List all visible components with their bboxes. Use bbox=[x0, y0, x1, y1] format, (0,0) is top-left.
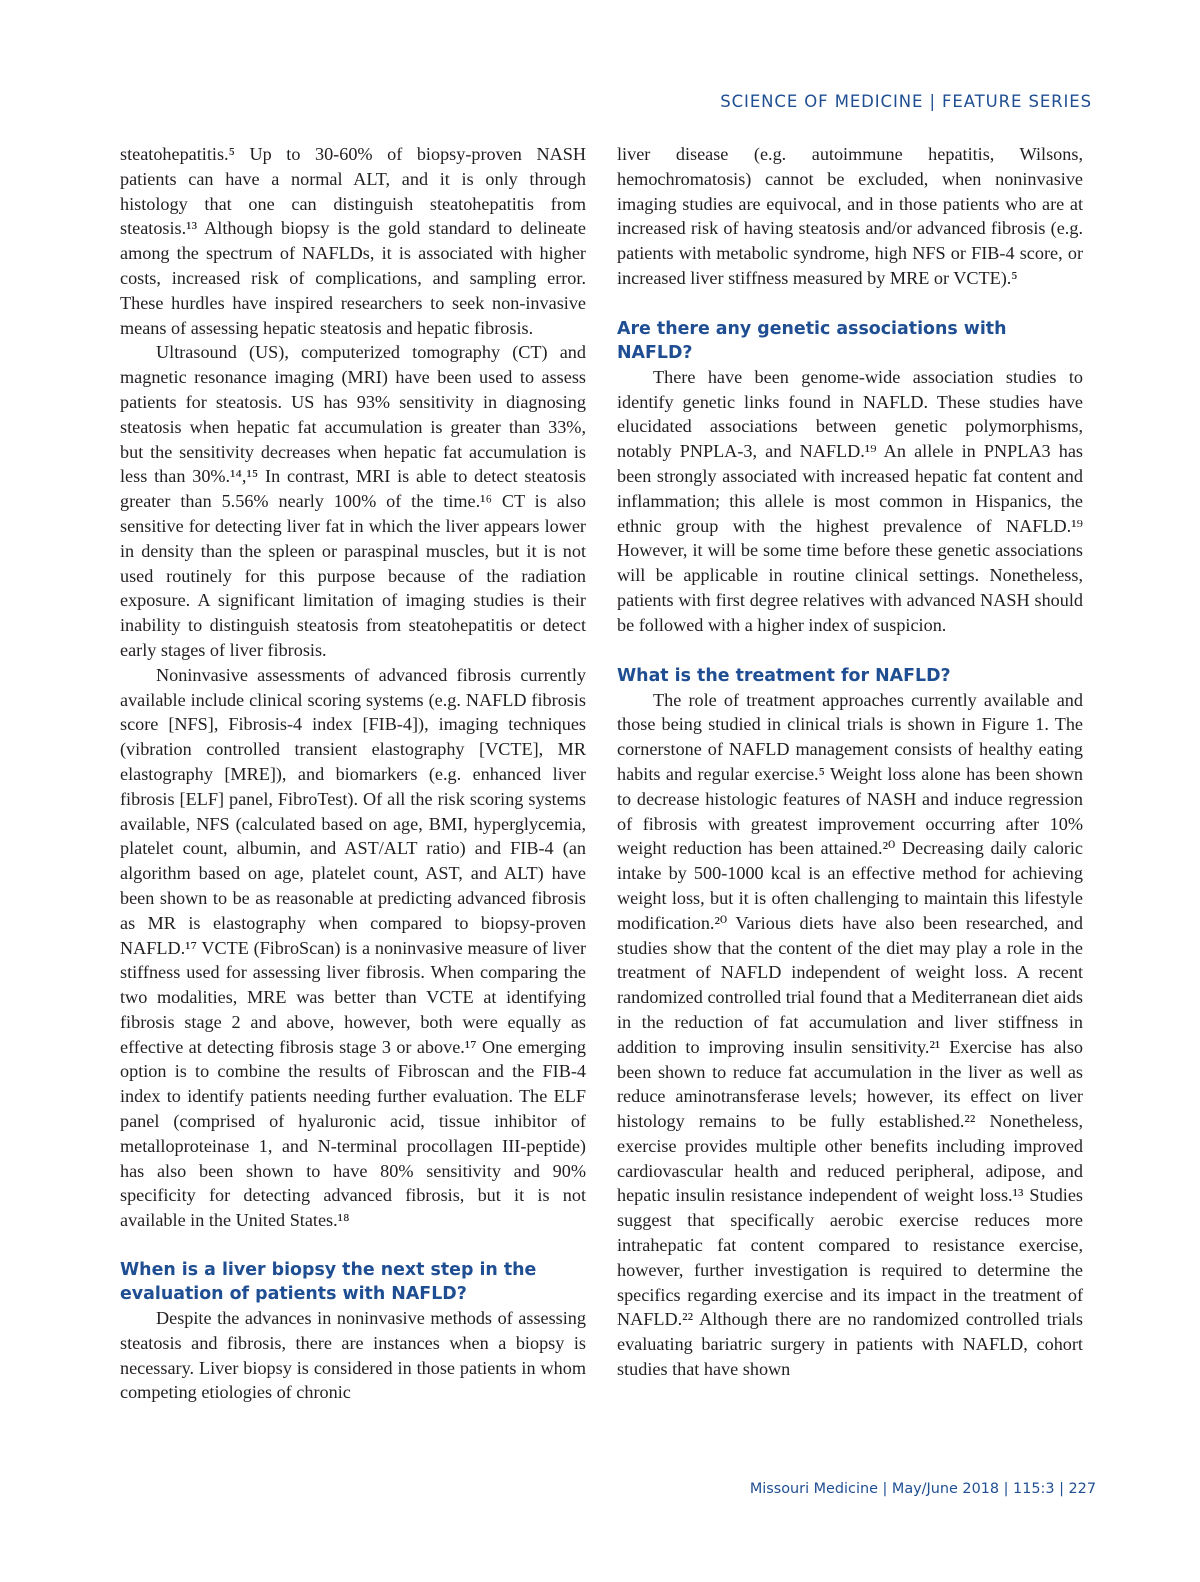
paragraph-liver-biopsy: Despite the advances in noninvasive methods of assessing steatosis and fibrosis, there are instances when a biopsy is necessary. Liver biopsy is considered in those patients in whom competing etiologies of chronic bbox=[120, 1308, 586, 1403]
right-column bbox=[617, 142, 1083, 1382]
paragraph-imaging: Ultrasound (US), computerized tomography (CT) and magnetic resonance imaging (MRI) have been used to assess patients for steatosis. US has 93% sensitivity in diagnosing steatosis when hepatic fat accumulation is greater than 33%, but the sensitivity decreases when hepatic fat accumulation is less than 30%.¹⁴,¹⁵ In contrast, MRI is able to detect steatosis greater than 5.56% nearly 100% of the time.¹⁶ CT is also sensitive for detecting liver fat in which the liver appears lower in density than the spleen or paraspinal muscles, but it is not used routinely for this purpose because of the radiation exposure. A significant limitation of imaging studies is their inability to distinguish steatosis from steatohepatitis or detect early stages of liver fibrosis. bbox=[120, 342, 586, 660]
left-column bbox=[120, 142, 586, 1405]
paragraph-treatment: The role of treatment approaches currently available and those being studied in clinical trials is shown in Figure 1. The cornerstone of NAFLD management consists of healthy eating habits and regular exercise.⁵ Weight loss alone has been shown to decrease histologic features of NASH and induce regression of fibrosis with greatest improvement occurring after 10% weight reduction has been attained.²⁰ Decreasing daily caloric intake by 500-1000 kcal is an effective method for achieving weight loss, but it is often challenging to maintain this lifestyle modification.²⁰ Various diets have also been researched, and studies show that the content of the diet may play a role in the treatment of NAFLD independent of weight loss. A recent randomized controlled trial found that a Mediterranean diet aids in the reduction of fat accumulation and liver stiffness in addition to improving insulin sensitivity.²¹ Exercise has also been shown to reduce fat accumulation in the liver as well as reduce aminotransferase levels; however, its effect on liver histology remains to be fully established.²² Nonetheless, exercise provides multiple other benefits including improved cardiovascular health and reduced peripheral, adipose, and hepatic insulin resistance independent of weight loss.¹³ Studies suggest that specifically aerobic exercise reduces more intrahepatic fat content compared to resistance exercise, however, further investigation is required to determine the specifics regarding exercise and its impact in the treatment of NAFLD.²² Although there are no randomized controlled trials evaluating bariatric surgery in patients with NAFLD, cohort studies that have shown bbox=[617, 689, 1083, 1380]
page-footer: Missouri Medicine | May/June 2018 | 115:3 | 227 bbox=[749, 1481, 1096, 1497]
paragraph-steatohepatitis: steatohepatitis.⁵ Up to 30-60% of biopsy-proven NASH patients can have a normal ALT, and it is only through histology that one can distinguish steatohepatitis from steatosis.¹³ Although biopsy is the gold standard to delineate among the spectrum of NAFLDs, it is associated with higher costs, increased risk of complications, and sampling error. These hurdles have inspired researchers to seek non-invasive means of assessing hepatic steatosis and hepatic fibrosis. bbox=[120, 144, 586, 338]
section-heading-genetic-associations: Are there any genetic associations with NAFLD? bbox=[617, 318, 1007, 363]
paragraph-biopsy-continuation: liver disease (e.g. autoimmune hepatitis, Wilsons, hemochromatosis) cannot be excluded, when noninvasive imaging studies are equivocal, and in those patients who are at increased risk of having steatosis and/or advanced fibrosis (e.g. patients with metabolic syndrome, high NFS or FIB-4 score, or increased liver stiffness measured by MRE or VCTE).⁵ bbox=[617, 144, 1083, 288]
paragraph-noninvasive-assessments: Noninvasive assessments of advanced fibrosis currently available include clinical scoring systems (e.g. NAFLD fibrosis score [NFS], Fibrosis-4 index [FIB-4]), imaging techniques (vibration controlled transient elastography [VCTE], MR elastography [MRE]), and biomarkers (e.g. enhanced liver fibrosis [ELF] panel, FibroTest). Of all the risk scoring systems available, NFS (calculated based on age, BMI, hyperglycemia, platelet count, albumin, and AST/ALT ratio) and FIB-4 (an algorithm based on age, platelet count, AST, and ALT) have been shown to be as reasonable at predicting advanced fibrosis as MR is elastography when compared to biopsy-proven NAFLD.¹⁷ VCTE (FibroScan) is a noninvasive measure of liver stiffness used for assessing liver fibrosis. When comparing the two modalities, MRE was better than VCTE at identifying fibrosis stage 2 and above, however, both were equally as effective at detecting fibrosis stage 3 or above.¹⁷ One emerging option is to combine the results of Fibroscan and the FIB-4 index to identify patients needing further evaluation. The ELF panel (comprised of hyaluronic acid, tissue inhibitor of metalloproteinase 1, and N-terminal procollagen III-peptide) has also been shown to have 80% sensitivity and 90% specificity for detecting advanced fibrosis, but it is not available in the United States.¹⁸ bbox=[120, 664, 586, 1231]
section-heading-treatment: What is the treatment for NAFLD? bbox=[617, 665, 951, 686]
section-heading-liver-biopsy: When is a liver biopsy the next step in the evaluation of patients with NAFLD? bbox=[120, 1260, 537, 1305]
running-head: SCIENCE OF MEDICINE | FEATURE SERIES bbox=[720, 92, 1092, 111]
paragraph-genetic-associations: There have been genome-wide association studies to identify genetic links found in NAFLD. These studies have elucidated associations between genetic polymorphisms, notably PNPLA-3, and NAFLD.¹⁹ An allele in PNPLA3 has been strongly associated with increased hepatic fat content and inflammation; this allele is most common in Hispanics, the ethnic group with the highest prevalence of NAFLD.¹⁹ However, it will be some time before these genetic associations will be applicable in routine clinical settings. Nonetheless, patients with first degree relatives with advanced NASH should be followed with a higher index of suspicion. bbox=[617, 366, 1083, 635]
